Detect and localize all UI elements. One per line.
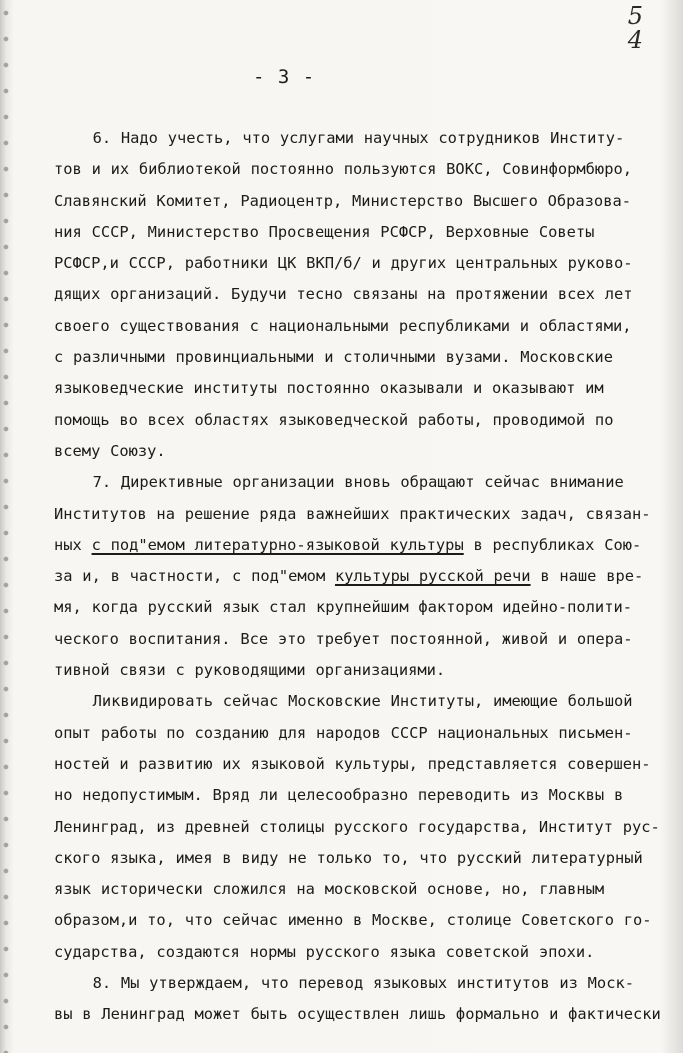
text-segment: ния СССР, Министерство Просвещения РСФСР, Верховные Советы: [54, 222, 595, 241]
text-line: [54, 405, 683, 436]
text-line: [54, 718, 683, 749]
text-line: [54, 999, 683, 1030]
text-segment: ского языка, имея в виду не только то, что русский литературный: [54, 848, 643, 867]
text-segment: но недопустимым. Вряд ли целесообразно переводить из Москвы в: [54, 786, 624, 805]
text-segment: Славянский Комитет, Радиоцентр, Министерство Высшего Образова-: [54, 191, 631, 210]
text-segment: образом,и то, что сейчас именно в Москве, столице Советского го-: [54, 911, 652, 930]
underlined-phrase: культуры русской речи: [334, 567, 531, 586]
text-segment: дящих организаций. Будучи тесно связаны на протяжении всех лет: [54, 285, 633, 304]
text-segment: 8. Мы утверждаем, что перевод языковых институтов из Моск-: [54, 974, 634, 993]
text-segment: Институтов на решение ряда важнейших практических задач, связан-: [54, 504, 651, 523]
handwritten-mark-bottom: 4: [627, 26, 643, 54]
handwritten-mark-top: 5: [627, 2, 643, 30]
text-line: [54, 968, 683, 999]
text-line: [54, 373, 683, 404]
text-segment: в республиках Сою-: [463, 535, 642, 554]
text-line: [54, 780, 683, 811]
text-line: [54, 561, 683, 592]
text-line: [54, 812, 683, 843]
text-segment: Ликвидировать сейчас Московские Институты, имеющие большой: [54, 692, 633, 711]
text-line: [54, 311, 683, 342]
text-line: [54, 342, 683, 373]
text-segment: ных: [54, 535, 92, 554]
text-line: [54, 154, 683, 185]
text-line: [54, 279, 683, 310]
text-segment: ностей и развитию их языковой культуры, представляется совершен-: [54, 754, 651, 773]
document-body: [54, 123, 683, 1031]
text-line: [54, 217, 683, 248]
text-segment: ческого воспитания. Все это требует постоянной, живой и опера-: [54, 629, 633, 648]
scan-edge-punch-holes: [2, 0, 10, 1053]
text-segment: своего существования с национальными республиками и областями,: [54, 316, 632, 335]
text-segment: 7. Директивные организации вновь обращают сейчас внимание: [54, 473, 624, 492]
text-line: [54, 624, 683, 655]
text-segment: опыт работы по созданию для народов СССР национальных письмен-: [54, 723, 633, 742]
text-line: [54, 123, 683, 154]
text-line: [54, 186, 683, 217]
text-segment: 6. Надо учесть, что услугами научных сотрудников Институ-: [54, 129, 625, 147]
text-segment: всему Союзу.: [54, 441, 166, 460]
text-segment: сударства, создаются нормы русского языка советской эпохи.: [54, 942, 595, 961]
text-line: [54, 436, 683, 467]
text-segment: тивной связи с руководящими организациями.: [54, 661, 446, 680]
text-line: [54, 749, 683, 780]
text-line: [54, 686, 683, 717]
text-line: [54, 937, 683, 968]
text-line: [54, 874, 683, 905]
text-segment: язык исторически сложился на московской основе, но, главным: [54, 880, 605, 899]
handwritten-page-mark: [628, 4, 643, 52]
text-line: [54, 905, 683, 936]
text-segment: вы в Ленинград может быть осуществлен лишь формально и фактически: [54, 1005, 661, 1024]
text-line: [54, 248, 683, 279]
text-line: [54, 467, 683, 498]
text-segment: помощь во всех областях языковедческой работы, проводимой по: [54, 410, 614, 429]
text-segment: РСФСР,и СССР, работники ЦК ВКП/б/ и других центральных руково-: [54, 254, 633, 273]
text-segment: Ленинград, из древней столицы русского государства, Институт рус-: [54, 817, 660, 836]
text-segment: в наше вре-: [530, 567, 644, 586]
text-segment: с различными провинциальными и столичными вузами. Московские: [54, 348, 613, 367]
text-segment: мя, когда русский язык стал крупнейшим фактором идейно-полити-: [54, 598, 632, 617]
underlined-phrase: с под"емом литературно-языковой культуры: [91, 535, 464, 554]
text-segment: за и, в частности, с под"емом: [54, 567, 335, 586]
text-line: [54, 843, 683, 874]
page-number: - 3 -: [253, 66, 316, 88]
text-line: [54, 592, 683, 623]
text-line: [54, 499, 683, 530]
text-line: [54, 530, 683, 561]
text-line: [54, 655, 683, 686]
text-segment: тов и их библиотекой постоянно пользуются ВОКС, Совинформбюро,: [54, 160, 632, 179]
text-segment: языковедческие институты постоянно оказывали и оказывают им: [54, 379, 604, 398]
